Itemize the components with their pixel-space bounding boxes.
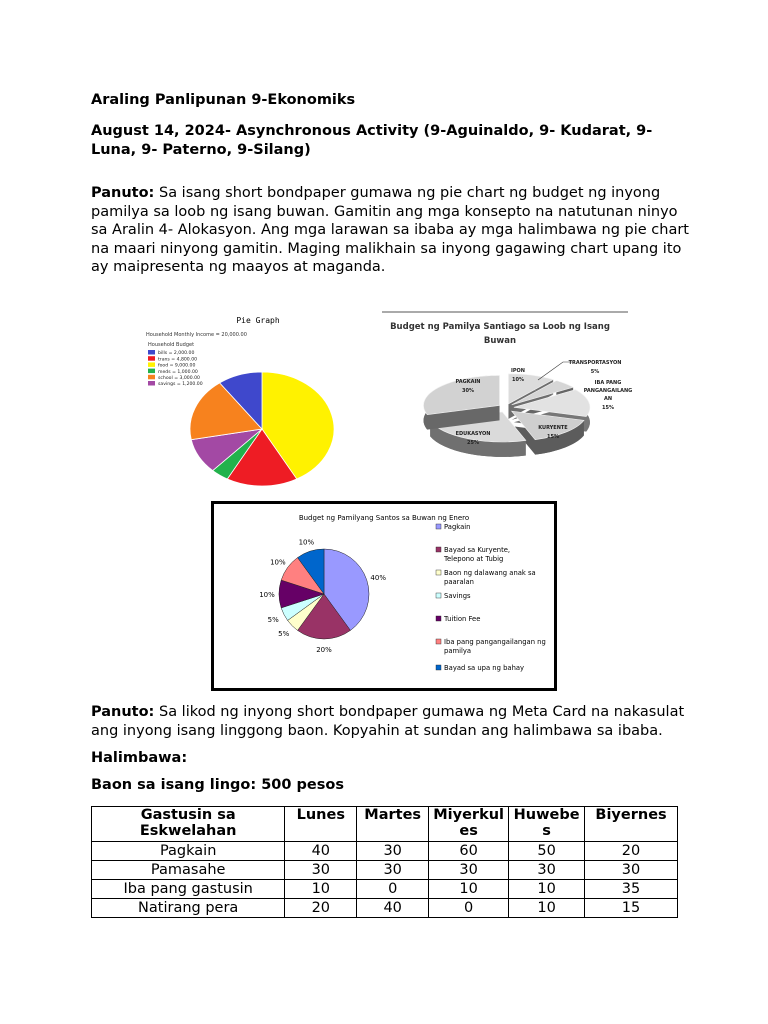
instructions-paragraph-2 [91,703,691,740]
header-biyernes: Biyernes [585,807,678,842]
chart3-legend-swatch [436,593,441,598]
chart1-title: Pie Graph [236,316,280,325]
chart2-label-pagkain: PAGKAIN [455,379,481,385]
table-cell: 20 [585,842,678,861]
chart1-legend-swatch [148,362,155,367]
chart3-legend-label: Pagkain [444,523,471,531]
table-cell: 30 [585,861,678,880]
chart1-legend-swatch [148,350,155,355]
table-cell: 35 [585,880,678,899]
chart2-label-iba-pang: IBA PANG [594,380,622,386]
chart1-legend-title: Household Budget [148,342,195,348]
chart2-pct-transportasyon: 5% [590,369,600,375]
table-cell: 50 [509,842,585,861]
instructions-label: Panuto: [91,185,155,201]
chart3-legend-label: Iba pang pangangailangan ng [444,638,546,646]
table-row [92,880,678,899]
table-cell: Pagkain [92,842,285,861]
chart3-legend-label: Bayad sa Kuryente, [444,546,511,554]
table-header-row [92,807,678,842]
chart2-label-kuryente: KURYENTE [538,425,568,431]
baon-table [91,806,678,918]
chart3-legend-swatch [436,570,441,575]
table-cell: 40 [285,842,357,861]
chart2-pct-iba-pang: 15% [602,405,614,411]
table-cell: 10 [509,880,585,899]
chart3-title: Budget ng Pamilyang Santos sa Buwan ng Enero [298,514,470,522]
table-cell: 0 [357,880,429,899]
instructions-text: Sa isang short bondpaper gumawa ng pie chart ng budget ng inyong pamilya sa loob ng isang buwan. Gamitin ang mga konsepto na natutunan ninyo sa Aralin 4- Alokasyon. Ang mga larawan sa ibaba ay mga halimbawa ng pie chart na maari ninyong gamitin. Maging malikhain sa inyong gagawing chart upang ito ay maipresenta ng maayos at maganda. [91,185,689,275]
chart3-data-label: 20% [316,646,332,654]
chart1-legend-swatch [148,381,155,386]
chart3-legend-label: Tuition Fee [444,615,481,623]
table-cell: 10 [285,880,357,899]
chart2-title-line1: Budget ng Pamilya Santiago sa Loob ng Isang [390,322,610,332]
instructions2-label: Panuto: [91,704,155,720]
table-cell: 60 [429,842,509,861]
chart2-pct-edukasyon: 25% [467,440,479,446]
chart1-legend-swatch [148,375,155,380]
chart1-legend-label: savings = 1,200.00 [158,382,203,388]
header-miyerkules: Miyerkul es [429,807,509,842]
chart2-label-transportasyon: TRANSPORTASYON [568,360,622,366]
table-cell: 0 [429,899,509,918]
header-lunes: Lunes [285,807,357,842]
header-martes: Martes [357,807,429,842]
instructions2-text: Sa likod ng inyong short bondpaper gumawa ng Meta Card na nakasulat ang inyong isang linggong baon. Kopyahin at sundan ang halimbawa sa ibaba. [91,704,685,739]
table-cell: Natirang pera [92,899,285,918]
chart3-legend-swatch [436,639,441,644]
chart2-label-an: AN [603,396,613,402]
table-cell: Pamasahe [92,861,285,880]
chart3-legend-swatch [436,616,441,621]
table-cell: 20 [285,899,357,918]
chart3-legend-label: Bayad sa upa ng bahay [444,664,525,672]
instructions-paragraph-1 [91,184,691,277]
chart1-legend-swatch [148,369,155,374]
chart3-data-label: 5% [278,629,290,638]
chart1-legend-label: bills = 2,000.00 [158,351,195,357]
chart3-data-label: 5% [267,615,279,624]
chart2-pct-pagkain: 30% [462,388,474,394]
table-cell: Iba pang gastusin [92,880,285,899]
table-cell: 30 [357,842,429,861]
table-cell: 30 [429,861,509,880]
chart2-label-pangangailang: PANGANGAILANG [583,388,633,394]
table-cell: 10 [429,880,509,899]
pie-chart-santiago-budget [378,310,633,488]
table-cell: 30 [357,861,429,880]
chart1-legend-swatch [148,356,155,361]
chart2-label-edukasyon: EDUKASYON [455,431,491,437]
chart2-pct-ipon: 10% [512,377,524,383]
document-subject: Araling Panlipunan 9-Ekonomiks [91,92,356,108]
chart3-legend-swatch [436,524,441,529]
chart3-legend-swatch [436,547,441,552]
table-row [92,842,678,861]
example-label: Halimbawa: [91,750,188,766]
table-row [92,861,678,880]
table-cell: 10 [509,899,585,918]
chart3-data-label: 10% [298,538,315,547]
header-huwebes: Huwebe s [509,807,585,842]
chart1-legend-label: trans = 4,800.00 [158,357,198,363]
table-cell: 30 [285,861,357,880]
chart3-legend-label: Baon ng dalawang anak sa [444,569,536,577]
chart2-label-ipon: IPON [511,368,525,374]
chart3-data-label: 10% [270,558,286,567]
table-row [92,899,678,918]
chart3-data-label: 10% [259,591,275,599]
chart3-legend-label: paaralan [444,578,474,586]
chart2-title-line2: Buwan [483,336,517,346]
chart1-legend-label: school = 3,000.00 [158,376,200,381]
chart3-legend-label: Savings [444,592,471,600]
pie-chart-santos-budget [214,504,554,688]
header-gastusin: Gastusin sa Eskwelahan [92,807,285,842]
table-cell: 30 [509,861,585,880]
chart3-legend-swatch [436,665,441,670]
chart1-subtitle: Household Monthly Income = 20,000.00 [146,332,247,338]
table-cell: 40 [357,899,429,918]
activity-heading: August 14, 2024- Asynchronous Activity (9-Aguinaldo, 9- Kudarat, 9- Luna, 9- Paterno, 9-Silang) [91,123,653,158]
table-cell: 15 [585,899,678,918]
chart3-legend-label: pamilya [444,647,472,655]
chart3-data-label: 40% [370,574,386,583]
pie-graph-household-budget [140,308,375,492]
chart1-legend-label: food = 9,000.00 [158,363,196,369]
baon-title: Baon sa isang lingo: 500 pesos [91,777,344,793]
chart2-pct-kuryente: 15% [547,434,559,440]
chart3-legend-label: Telepono at Tubig [444,555,504,563]
chart1-legend-label: meds = 1,000.00 [158,369,198,375]
